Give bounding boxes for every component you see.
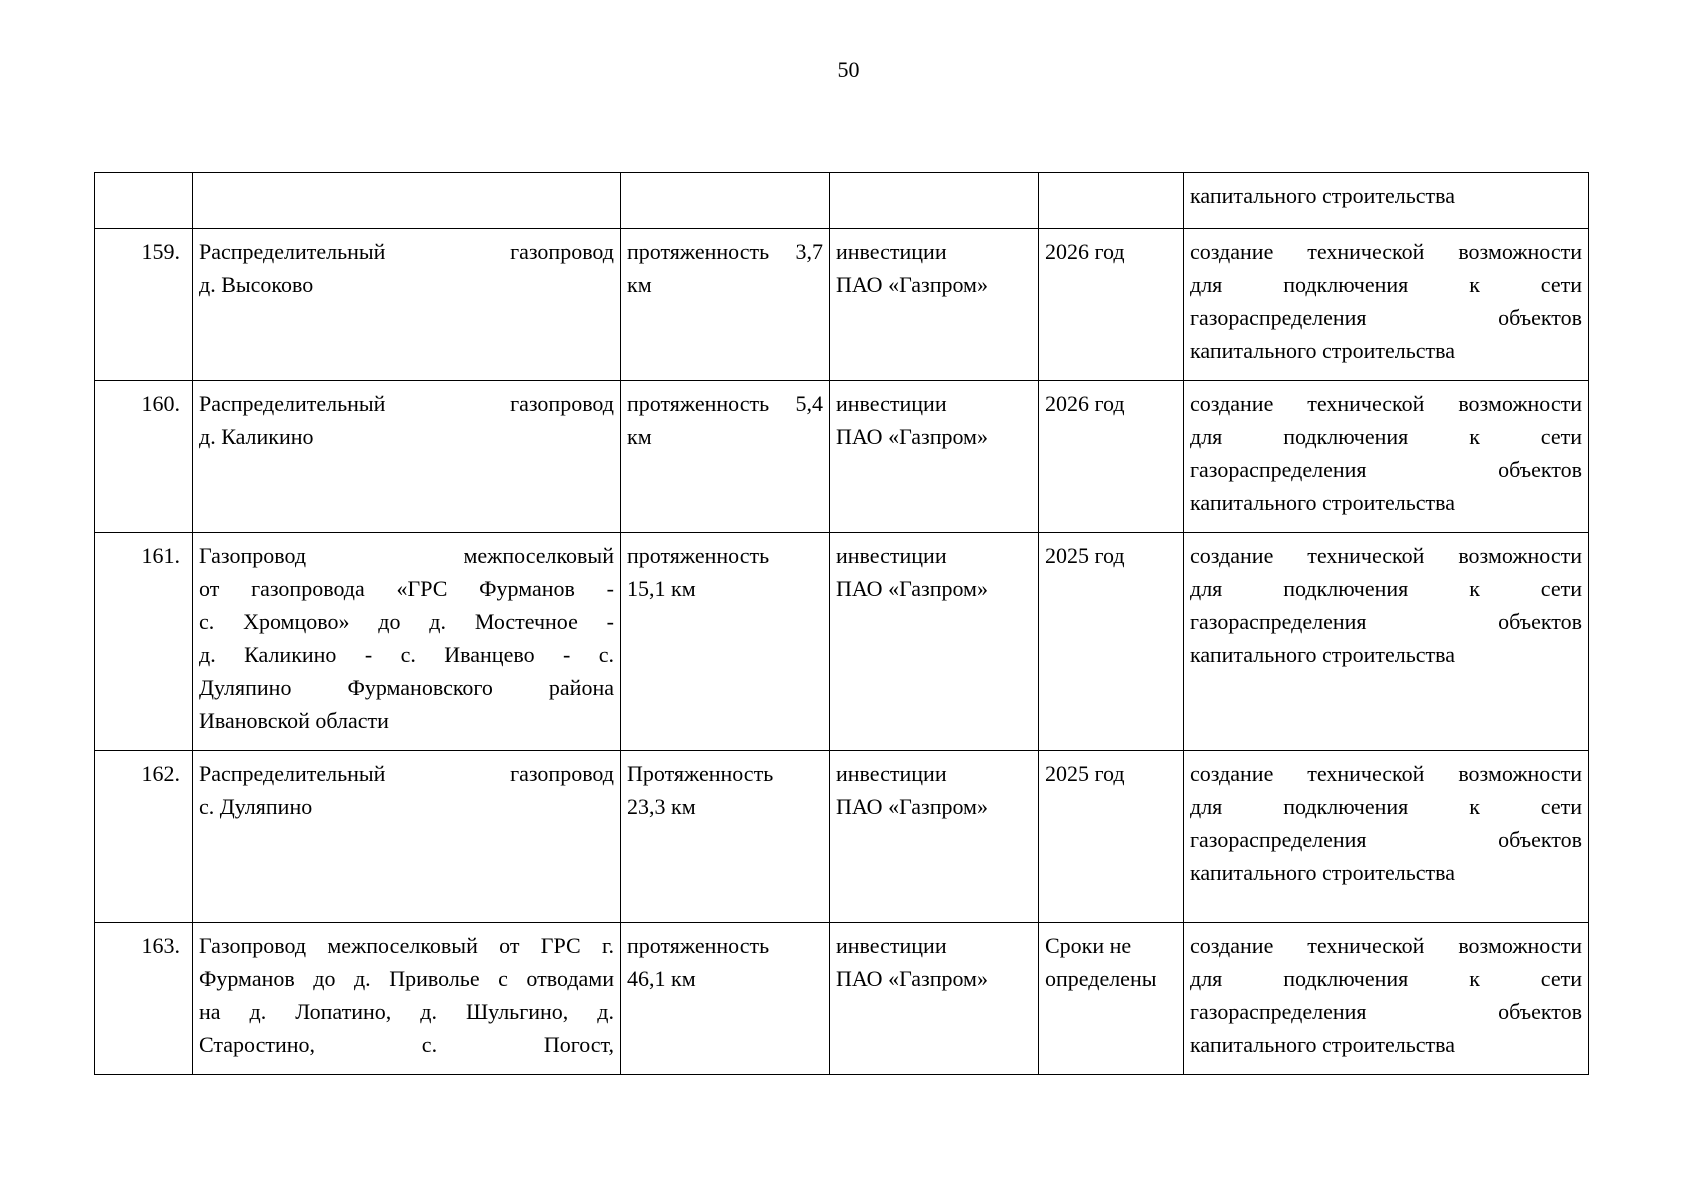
cell-term-line: 2026 год xyxy=(1045,391,1125,416)
cell-name-line: Дуляпино Фурмановского района xyxy=(199,675,614,700)
cell-purpose-line: капитального строительства xyxy=(1190,338,1456,363)
table-row xyxy=(95,381,1589,533)
cell-funding-line: инвестиции xyxy=(836,239,947,264)
cell-term xyxy=(1039,173,1184,229)
cell-term-line: определены xyxy=(1045,966,1157,991)
table-row xyxy=(95,923,1589,1075)
cell-funding xyxy=(830,381,1039,533)
cell-purpose-line: для подключения к сети xyxy=(1190,272,1582,297)
objects-table xyxy=(94,172,1589,1075)
cell-name-line: д. Каликино xyxy=(199,424,314,449)
cell-term xyxy=(1039,533,1184,751)
cell-purpose-line: газораспределения объектов xyxy=(1190,457,1582,482)
cell-name-line: от газопровода «ГРС Фурманов - xyxy=(199,576,614,601)
cell-purpose-line: для подключения к сети xyxy=(1190,794,1582,819)
cell-purpose xyxy=(1184,923,1589,1075)
cell-characteristics-line: км xyxy=(627,424,652,449)
cell-characteristics-line: Протяженность xyxy=(627,761,774,786)
cell-purpose xyxy=(1184,229,1589,381)
table-body xyxy=(95,173,1589,1075)
cell-purpose-line: газораспределения объектов xyxy=(1190,609,1582,634)
table-row xyxy=(95,229,1589,381)
cell-term-line: 2025 год xyxy=(1045,761,1125,786)
cell-num: 162. xyxy=(95,751,193,923)
cell-funding-line: инвестиции xyxy=(836,933,947,958)
cell-name-line: Фурманов до д. Приволье с отводами xyxy=(199,966,614,991)
cell-term xyxy=(1039,229,1184,381)
cell-characteristics-line: протяженность 3,7 xyxy=(627,239,823,264)
cell-funding-line: ПАО «Газпром» xyxy=(836,966,988,991)
cell-funding-line: инвестиции xyxy=(836,543,947,568)
cell-num: 163. xyxy=(95,923,193,1075)
cell-characteristics xyxy=(621,533,830,751)
cell-characteristics xyxy=(621,381,830,533)
cell-name xyxy=(193,533,621,751)
cell-funding-line: ПАО «Газпром» xyxy=(836,424,988,449)
table-row xyxy=(95,751,1589,923)
cell-name-line: Распределительный газопровод xyxy=(199,761,614,786)
cell-purpose-line: капитального строительства xyxy=(1190,642,1456,667)
cell-term-line: Сроки не xyxy=(1045,933,1132,958)
cell-name xyxy=(193,173,621,229)
cell-purpose-line: создание технической возможности xyxy=(1190,933,1582,958)
cell-purpose-line: создание технической возможности xyxy=(1190,761,1582,786)
cell-name-line: Газопровод межпоселковый от ГРС г. xyxy=(199,933,614,958)
cell-characteristics-line: протяженность 5,4 xyxy=(627,391,823,416)
cell-characteristics-line: 46,1 км xyxy=(627,966,696,991)
cell-name-line: Старостино, с. Погост, xyxy=(199,1032,614,1057)
cell-purpose-line: для подключения к сети xyxy=(1190,424,1582,449)
cell-name xyxy=(193,751,621,923)
cell-name xyxy=(193,381,621,533)
cell-term xyxy=(1039,923,1184,1075)
cell-name-line: на д. Лопатино, д. Шульгино, д. xyxy=(199,999,614,1024)
cell-purpose-line: для подключения к сети xyxy=(1190,966,1582,991)
cell-name-line: Распределительный газопровод xyxy=(199,239,614,264)
cell-characteristics-line: протяженность xyxy=(627,933,770,958)
cell-purpose-line: газораспределения объектов xyxy=(1190,999,1582,1024)
cell-purpose-line: капитального строительства xyxy=(1190,860,1456,885)
cell-purpose-line: капитального строительства xyxy=(1190,490,1456,515)
page-number: 50 xyxy=(837,57,860,82)
cell-characteristics xyxy=(621,751,830,923)
cell-purpose-line: создание технической возможности xyxy=(1190,239,1582,264)
cell-purpose: капитального строительства xyxy=(1184,173,1589,229)
cell-name-line: с. Хромцово» до д. Мостечное - xyxy=(199,609,614,634)
cell-funding-line: инвестиции xyxy=(836,761,947,786)
cell-funding xyxy=(830,229,1039,381)
cell-purpose-line: газораспределения объектов xyxy=(1190,827,1582,852)
cell-purpose-line: создание технической возможности xyxy=(1190,543,1582,568)
cell-characteristics-line: 23,3 км xyxy=(627,794,696,819)
cell-term xyxy=(1039,751,1184,923)
cell-name-line: Газопровод межпоселковый xyxy=(199,543,614,568)
cell-num: 160. xyxy=(95,381,193,533)
cell-name-line: Ивановской области xyxy=(199,708,389,733)
cell-funding xyxy=(830,533,1039,751)
cell-name xyxy=(193,229,621,381)
cell-purpose xyxy=(1184,751,1589,923)
cell-funding xyxy=(830,923,1039,1075)
cell-funding xyxy=(830,751,1039,923)
cell-term-line: 2026 год xyxy=(1045,239,1125,264)
cell-characteristics xyxy=(621,923,830,1075)
cell-characteristics xyxy=(621,173,830,229)
cell-name-line: д. Высоково xyxy=(199,272,314,297)
cell-purpose-line: создание технической возможности xyxy=(1190,391,1582,416)
cell-purpose xyxy=(1184,381,1589,533)
cell-name-line: Распределительный газопровод xyxy=(199,391,614,416)
cell-characteristics-line: 15,1 км xyxy=(627,576,696,601)
cell-characteristics xyxy=(621,229,830,381)
cell-num: 159. xyxy=(95,229,193,381)
cell-purpose xyxy=(1184,533,1589,751)
cell-funding xyxy=(830,173,1039,229)
cell-term-line: 2025 год xyxy=(1045,543,1125,568)
cell-funding-line: инвестиции xyxy=(836,391,947,416)
cell-num: 161. xyxy=(95,533,193,751)
cell-purpose-line: газораспределения объектов xyxy=(1190,305,1582,330)
cell-purpose-line: для подключения к сети xyxy=(1190,576,1582,601)
cell-name-line: с. Дуляпино xyxy=(199,794,313,819)
cell-name xyxy=(193,923,621,1075)
table-row xyxy=(95,533,1589,751)
cell-funding-line: ПАО «Газпром» xyxy=(836,794,988,819)
cell-term xyxy=(1039,381,1184,533)
cell-funding-line: ПАО «Газпром» xyxy=(836,272,988,297)
cell-purpose-line: капитального строительства xyxy=(1190,1032,1456,1057)
cell-num xyxy=(95,173,193,229)
cell-characteristics-line: км xyxy=(627,272,652,297)
cell-name-line: д. Каликино - с. Иванцево - с. xyxy=(199,642,614,667)
continuation-row xyxy=(95,173,1589,229)
cell-funding-line: ПАО «Газпром» xyxy=(836,576,988,601)
cell-characteristics-line: протяженность xyxy=(627,543,770,568)
